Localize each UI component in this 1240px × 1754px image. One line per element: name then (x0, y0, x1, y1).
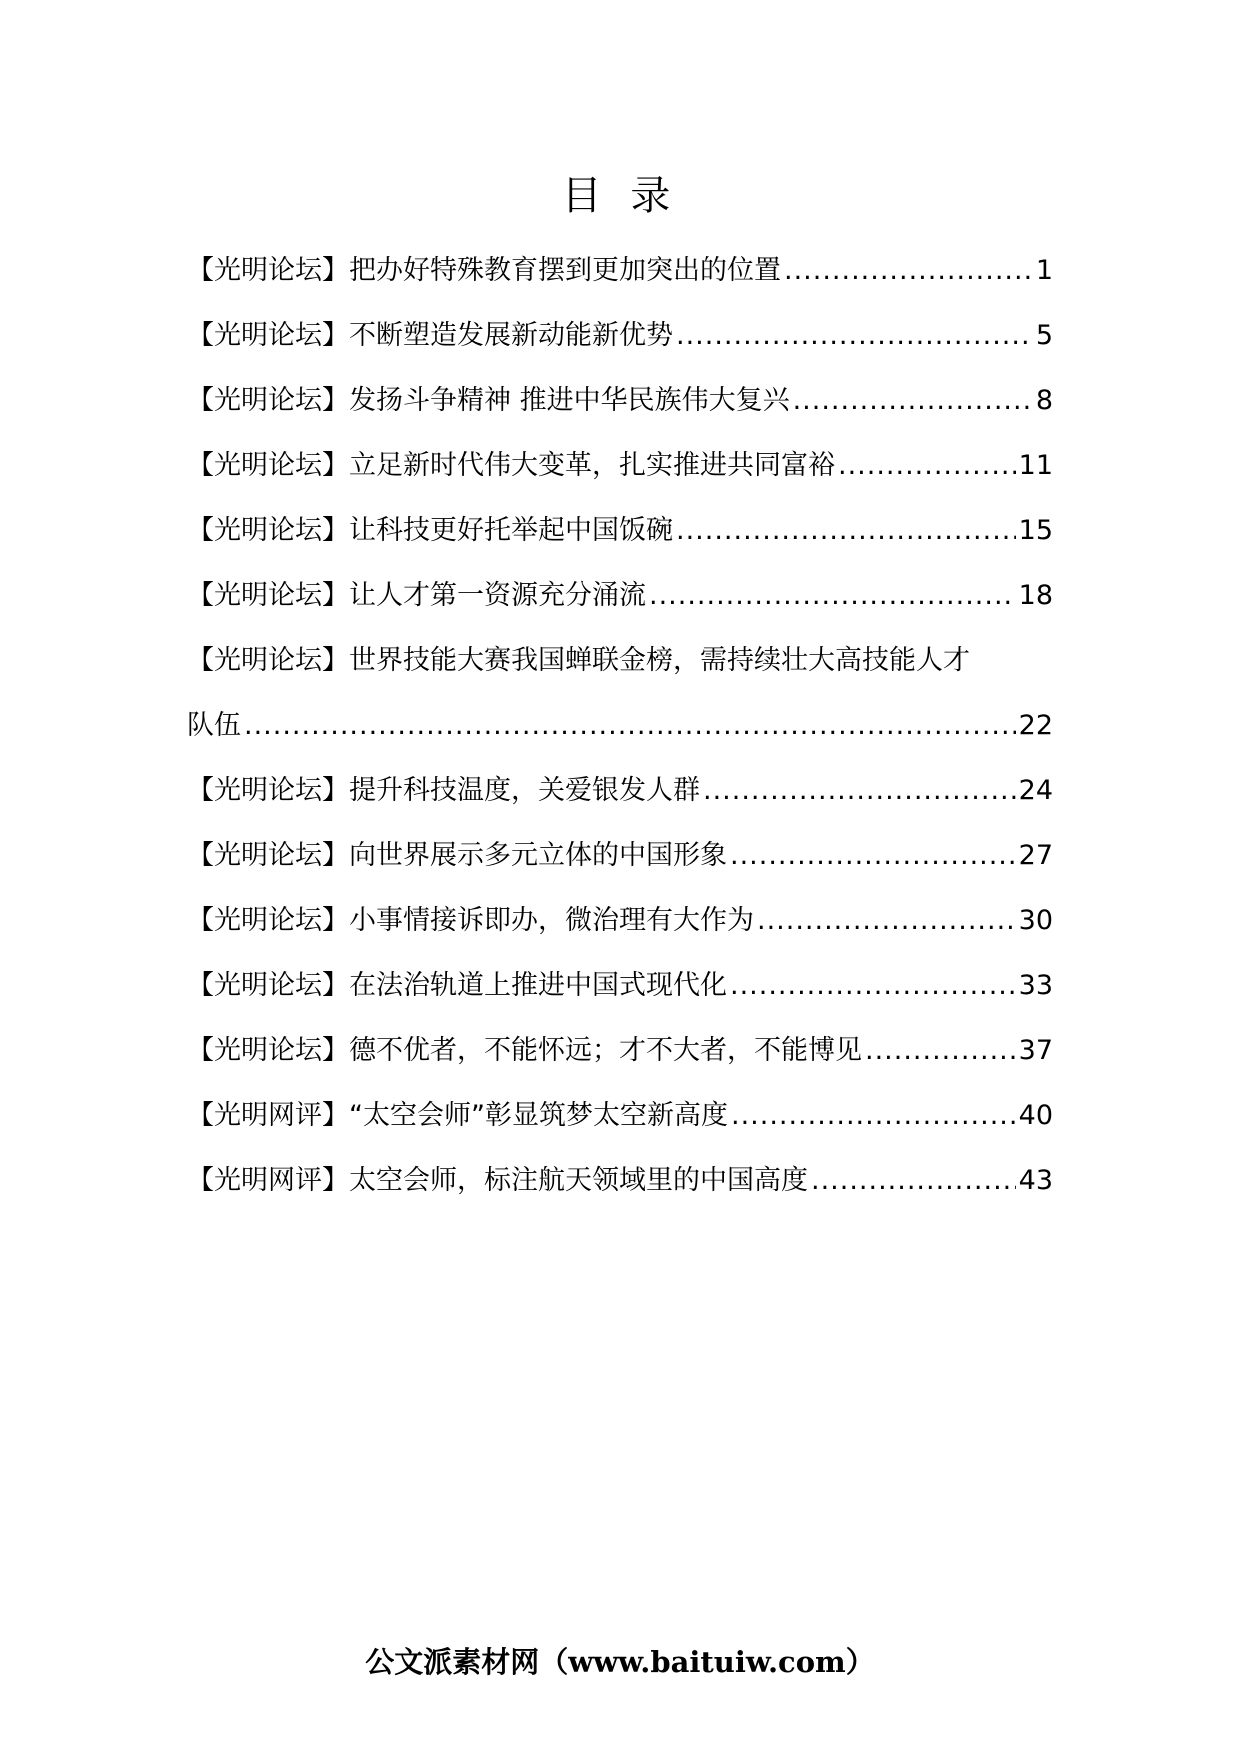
toc-entry[interactable] (187, 823, 1053, 888)
toc-entry-title: 【光明论坛】让科技更好托举起中国饭碗 (187, 515, 673, 546)
dot-leader (784, 238, 1033, 303)
toc-page-number: 37 (1018, 1035, 1053, 1066)
dot-leader (757, 888, 1016, 953)
toc-entry[interactable] (187, 1148, 1053, 1213)
dot-leader (811, 1148, 1016, 1213)
toc-page-number: 30 (1018, 905, 1053, 936)
toc-entry-title: 【光明论坛】把办好特殊教育摆到更加突出的位置 (187, 255, 781, 286)
dot-leader (838, 433, 1016, 498)
toc-entry[interactable] (187, 563, 1053, 628)
dot-leader (244, 693, 1016, 758)
toc-entry[interactable] (187, 303, 1053, 368)
toc-entry[interactable] (187, 888, 1053, 953)
toc-entry-title: 【光明论坛】向世界展示多元立体的中国形象 (187, 840, 727, 871)
toc-entry-title-continued: 队伍 (187, 710, 241, 741)
toc-entry[interactable] (187, 433, 1053, 498)
toc-entry[interactable] (187, 498, 1053, 563)
toc-entry[interactable] (187, 628, 1053, 758)
toc-page-number: 15 (1018, 515, 1053, 546)
toc-page-number: 33 (1018, 970, 1053, 1001)
toc-page-number: 43 (1018, 1165, 1053, 1196)
toc-entry-title: 【光明论坛】在法治轨道上推进中国式现代化 (187, 970, 727, 1001)
footer-source: 公文派素材网（www.baituiw.com） (365, 1645, 875, 1679)
toc-entry-title: 【光明网评】“太空会师”彰显筑梦太空新高度 (187, 1100, 728, 1131)
toc-entry[interactable] (187, 238, 1053, 303)
toc-entry[interactable] (187, 1018, 1053, 1083)
toc-entry[interactable] (187, 953, 1053, 1018)
dot-leader (865, 1018, 1016, 1083)
toc-page-number: 40 (1018, 1100, 1053, 1131)
dot-leader (649, 563, 1016, 628)
toc-entry[interactable] (187, 368, 1053, 433)
toc-entry-title: 【光明论坛】立足新时代伟大变革，扎实推进共同富裕 (187, 450, 835, 481)
table-of-contents (187, 238, 1053, 1213)
toc-page-number: 5 (1035, 320, 1053, 351)
page-title: 目 录 (561, 173, 679, 219)
toc-entry-title: 【光明论坛】提升科技温度，关爱银发人群 (187, 775, 700, 806)
dot-leader (730, 823, 1016, 888)
toc-entry-title: 【光明网评】太空会师，标注航天领域里的中国高度 (187, 1165, 808, 1196)
dot-leader (731, 1083, 1016, 1148)
toc-entry[interactable] (187, 1083, 1053, 1148)
toc-entry-title: 【光明论坛】世界技能大赛我国蝉联金榜，需持续壮大高技能人才 (187, 645, 970, 676)
toc-page-number: 22 (1018, 710, 1053, 741)
dot-leader (676, 498, 1016, 563)
toc-page-number: 27 (1018, 840, 1053, 871)
dot-leader (793, 368, 1033, 433)
toc-page-number: 18 (1018, 580, 1053, 611)
dot-leader (676, 303, 1033, 368)
dot-leader (730, 953, 1016, 1018)
toc-page-number: 11 (1018, 450, 1053, 481)
toc-entry-title: 【光明论坛】小事情接诉即办，微治理有大作为 (187, 905, 754, 936)
toc-entry[interactable] (187, 758, 1053, 823)
toc-page-number: 8 (1035, 385, 1053, 416)
dot-leader (703, 758, 1016, 823)
toc-page-number: 24 (1018, 775, 1053, 806)
toc-page-number: 1 (1035, 255, 1053, 286)
toc-entry-title: 【光明论坛】发扬斗争精神 推进中华民族伟大复兴 (187, 385, 790, 416)
toc-entry-title: 【光明论坛】让人才第一资源充分涌流 (187, 580, 646, 611)
toc-entry-title: 【光明论坛】德不优者，不能怀远；才不大者，不能博见 (187, 1035, 862, 1066)
toc-entry-title: 【光明论坛】不断塑造发展新动能新优势 (187, 320, 673, 351)
